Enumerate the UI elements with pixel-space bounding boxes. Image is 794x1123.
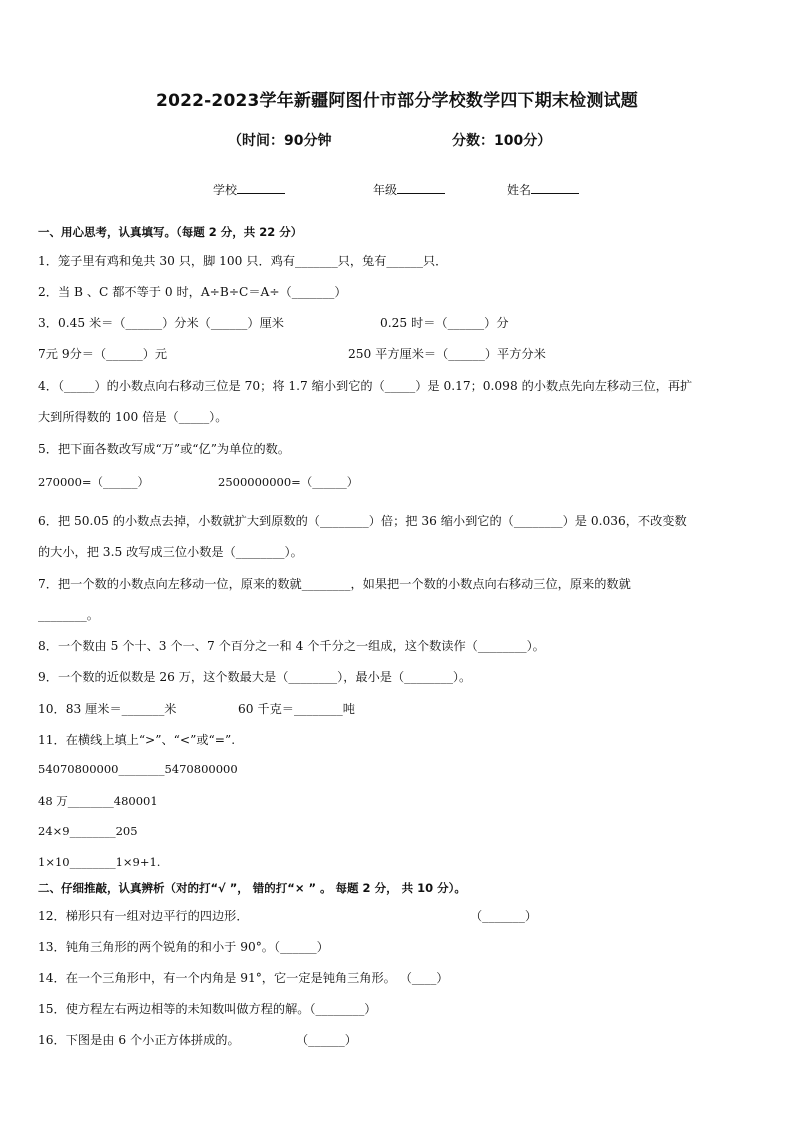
grade-label: 年级 [373, 183, 398, 197]
question-5b: 2500000000=（______） [218, 475, 359, 489]
question-7-line-1: 7．把一个数的小数点向左移动一位，原来的数就________，如果把一个数的小数点向右移动三位，原来的数就 [38, 577, 631, 591]
question-16: 16．下图是由 6 个小正方体拼成的。 [38, 1033, 240, 1047]
question-10a: 10．83 厘米＝_______米 [38, 702, 177, 716]
question-5a: 270000=（______） [38, 475, 150, 489]
question-16-answer: （______） [296, 1033, 357, 1047]
question-2: 2．当 B 、C 都不等于 0 时，A÷B÷C＝A÷（_______） [38, 285, 347, 299]
exam-title: 2022-2023学年新疆阿图什市部分学校数学四下期末检测试题 [156, 91, 638, 111]
question-11c: 24×9________205 [38, 824, 138, 838]
section-1-heading: 一、用心思考，认真填写。（每题 2 分，共 22 分） [38, 225, 303, 239]
name-field [507, 181, 579, 198]
name-label: 姓名 [507, 183, 532, 197]
name-blank [531, 181, 579, 194]
school-blank [237, 181, 285, 194]
school-label: 学校 [213, 183, 238, 197]
exam-time: （时间：90分钟 [228, 133, 332, 149]
grade-blank [397, 181, 445, 194]
school-field [213, 181, 285, 198]
question-11b: 48 万________480001 [38, 794, 158, 808]
question-12-answer: （_______） [470, 909, 538, 923]
question-3b: 0.25 时＝（______）分 [380, 316, 509, 330]
question-7-line-2: ________。 [38, 608, 99, 622]
question-11: 11．在横线上填上“>”、“<”或“=”. [38, 733, 236, 747]
question-11d: 1×10________1×9+1. [38, 855, 161, 869]
question-5: 5．把下面各数改写成“万”或“亿”为单位的数。 [38, 442, 291, 456]
question-3d: 250 平方厘米＝（______）平方分米 [348, 347, 546, 361]
grade-field [373, 181, 445, 198]
question-8: 8．一个数由 5 个十、3 个一、7 个百分之一和 4 个千分之一组成，这个数读作（________）。 [38, 639, 545, 653]
question-14: 14．在一个三角形中，有一个内角是 91°，它一定是钝角三角形。 （____） [38, 971, 449, 985]
question-6-line-1: 6．把 50.05 的小数点去掉，小数就扩大到原数的（________）倍；把 36 缩小到它的（________）是 0.036，不改变数 [38, 514, 687, 528]
question-6-line-2: 的大小，把 3.5 改写成三位小数是（________）。 [38, 545, 303, 559]
question-13: 13．钝角三角形的两个锐角的和小于 90°。（______） [38, 940, 329, 954]
exam-score: 分数：100分） [452, 133, 552, 149]
question-9: 9．一个数的近似数是 26 万，这个数最大是（________），最小是（________）。 [38, 670, 472, 684]
section-2-heading: 二、仔细推敲，认真辨析（对的打“√ ”， 错的打“× ” 。 每题 2 分， 共 10 分）。 [38, 881, 466, 895]
question-4-line-2: 大到所得数的 100 倍是（_____）。 [38, 410, 228, 424]
question-11a: 54070800000________5470800000 [38, 762, 238, 776]
question-1: 1．笼子里有鸡和兔共 30 只，脚 100 只．鸡有_______只，兔有______只． [38, 254, 448, 268]
question-3c: 7元 9分＝（______）元 [38, 347, 168, 361]
question-12: 12．梯形只有一组对边平行的四边形． [38, 909, 249, 923]
question-15: 15．使方程左右两边相等的未知数叫做方程的解。（________） [38, 1002, 377, 1016]
question-4-line-1: 4．（_____）的小数点向右移动三位是 70；将 1.7 缩小到它的（_____）是 0.17；0.098 的小数点先向左移动三位，再扩 [38, 379, 693, 393]
question-3a: 3．0.45 米＝（______）分米（______）厘米 [38, 316, 284, 330]
question-10b: 60 千克＝________吨 [238, 702, 355, 716]
